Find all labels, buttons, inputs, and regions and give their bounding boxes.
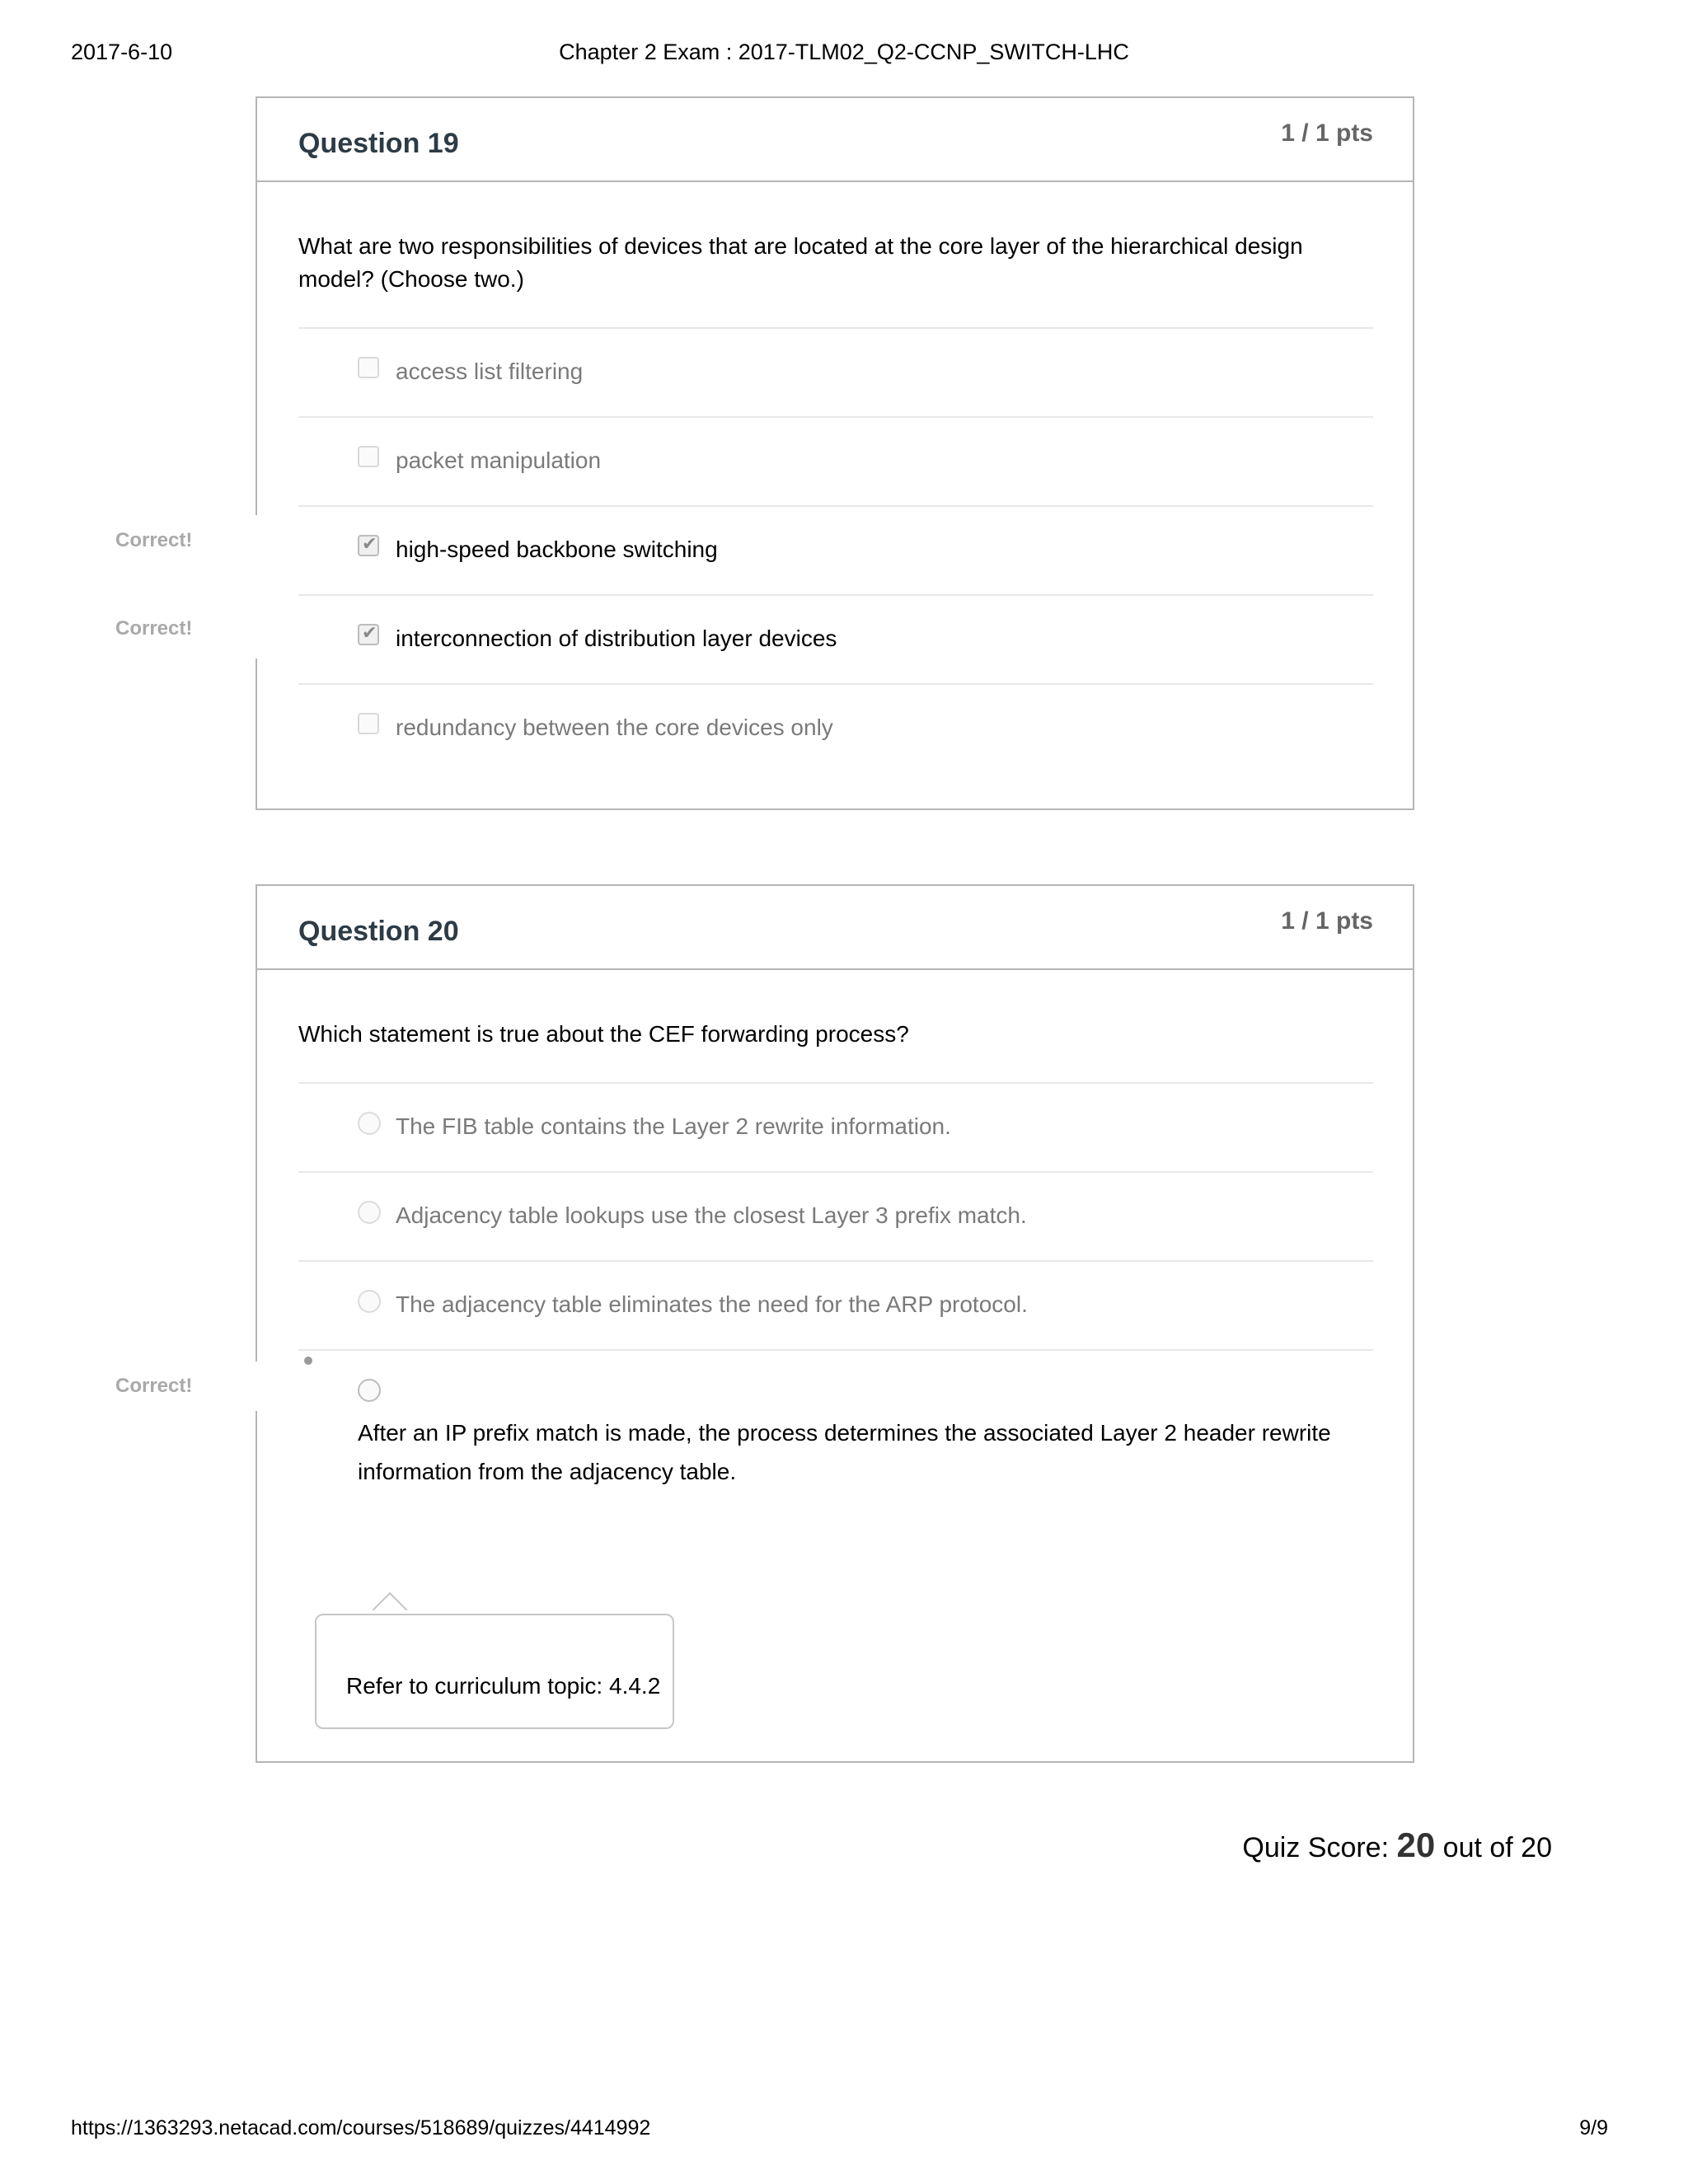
question-19-card <box>256 96 1414 810</box>
answer-label: packet manipulation <box>396 448 602 473</box>
answer-option[interactable] <box>298 1084 1373 1173</box>
question-title: Question 20 <box>298 916 459 947</box>
question-points: 1 / 1 pts <box>1281 907 1373 935</box>
question-title: Question 19 <box>298 128 459 159</box>
question-header <box>257 886 1413 970</box>
answer-option[interactable] <box>298 507 1373 596</box>
page-title: Chapter 2 Exam : 2017-TLM02_Q2-CCNP_SWITCH-LHC <box>559 40 1129 64</box>
answer-label: high-speed backbone switching <box>396 537 718 562</box>
page-url: https://1363293.netacad.com/courses/518689/quizzes/4414992 <box>71 2116 651 2139</box>
page-date: 2017-6-10 <box>71 40 173 64</box>
question-text: What are two responsibilities of devices that are located at the core layer of the hierarchical design model? (Choose two.) <box>298 182 1373 329</box>
radio-button[interactable] <box>358 1201 381 1224</box>
curriculum-topic-box <box>315 1614 674 1729</box>
radio-button[interactable] <box>358 1112 381 1135</box>
question-header <box>257 98 1413 182</box>
quiz-score-suffix: out of 20 <box>1442 1832 1552 1863</box>
answer-option[interactable] <box>298 1262 1373 1351</box>
quiz-score-value: 20 <box>1396 1825 1436 1864</box>
correct-label: Correct! <box>115 1375 193 1397</box>
answer-option[interactable] <box>298 329 1373 418</box>
checkbox[interactable] <box>358 446 379 467</box>
correct-marker-gap <box>249 604 262 658</box>
checkbox[interactable] <box>358 357 379 378</box>
answer-label: access list filtering <box>396 359 584 384</box>
checkbox-checked[interactable] <box>358 624 379 645</box>
question-points: 1 / 1 pts <box>1281 120 1373 147</box>
correct-marker-gap <box>249 1361 262 1411</box>
quiz-score <box>1242 1825 1552 1865</box>
answer-option[interactable] <box>298 596 1373 685</box>
correct-label: Correct! <box>115 617 193 640</box>
checkbox[interactable] <box>358 713 379 734</box>
answer-label: After an IP prefix match is made, the process determines the associated Layer 2 header rewrite information from the adjacency table. <box>358 1420 1331 1484</box>
checkbox-checked[interactable] <box>358 535 379 556</box>
answer-label: Adjacency table lookups use the closest Layer 3 prefix match. <box>396 1202 1027 1228</box>
radio-button[interactable] <box>358 1290 381 1313</box>
answer-option[interactable] <box>298 1351 1373 1491</box>
curriculum-topic-text: Refer to curriculum topic: 4.4.2 <box>346 1673 661 1699</box>
answer-label: The adjacency table eliminates the need for the ARP protocol. <box>396 1291 1028 1317</box>
quiz-score-prefix: Quiz Score: <box>1242 1832 1390 1863</box>
correct-label: Correct! <box>115 529 193 551</box>
answer-label: The FIB table contains the Layer 2 rewrite information. <box>396 1113 951 1139</box>
answer-label: redundancy between the core devices only <box>396 715 833 740</box>
answer-label: interconnection of distribution layer devices <box>396 626 837 651</box>
answer-option[interactable] <box>298 685 1373 772</box>
correct-marker-gap <box>249 515 262 604</box>
answer-option[interactable] <box>298 418 1373 507</box>
question-text: Which statement is true about the CEF forwarding process? <box>298 970 1373 1084</box>
page-number: 9/9 <box>1579 2116 1608 2139</box>
answer-option[interactable] <box>298 1173 1373 1262</box>
radio-button-selected[interactable] <box>358 1379 381 1402</box>
